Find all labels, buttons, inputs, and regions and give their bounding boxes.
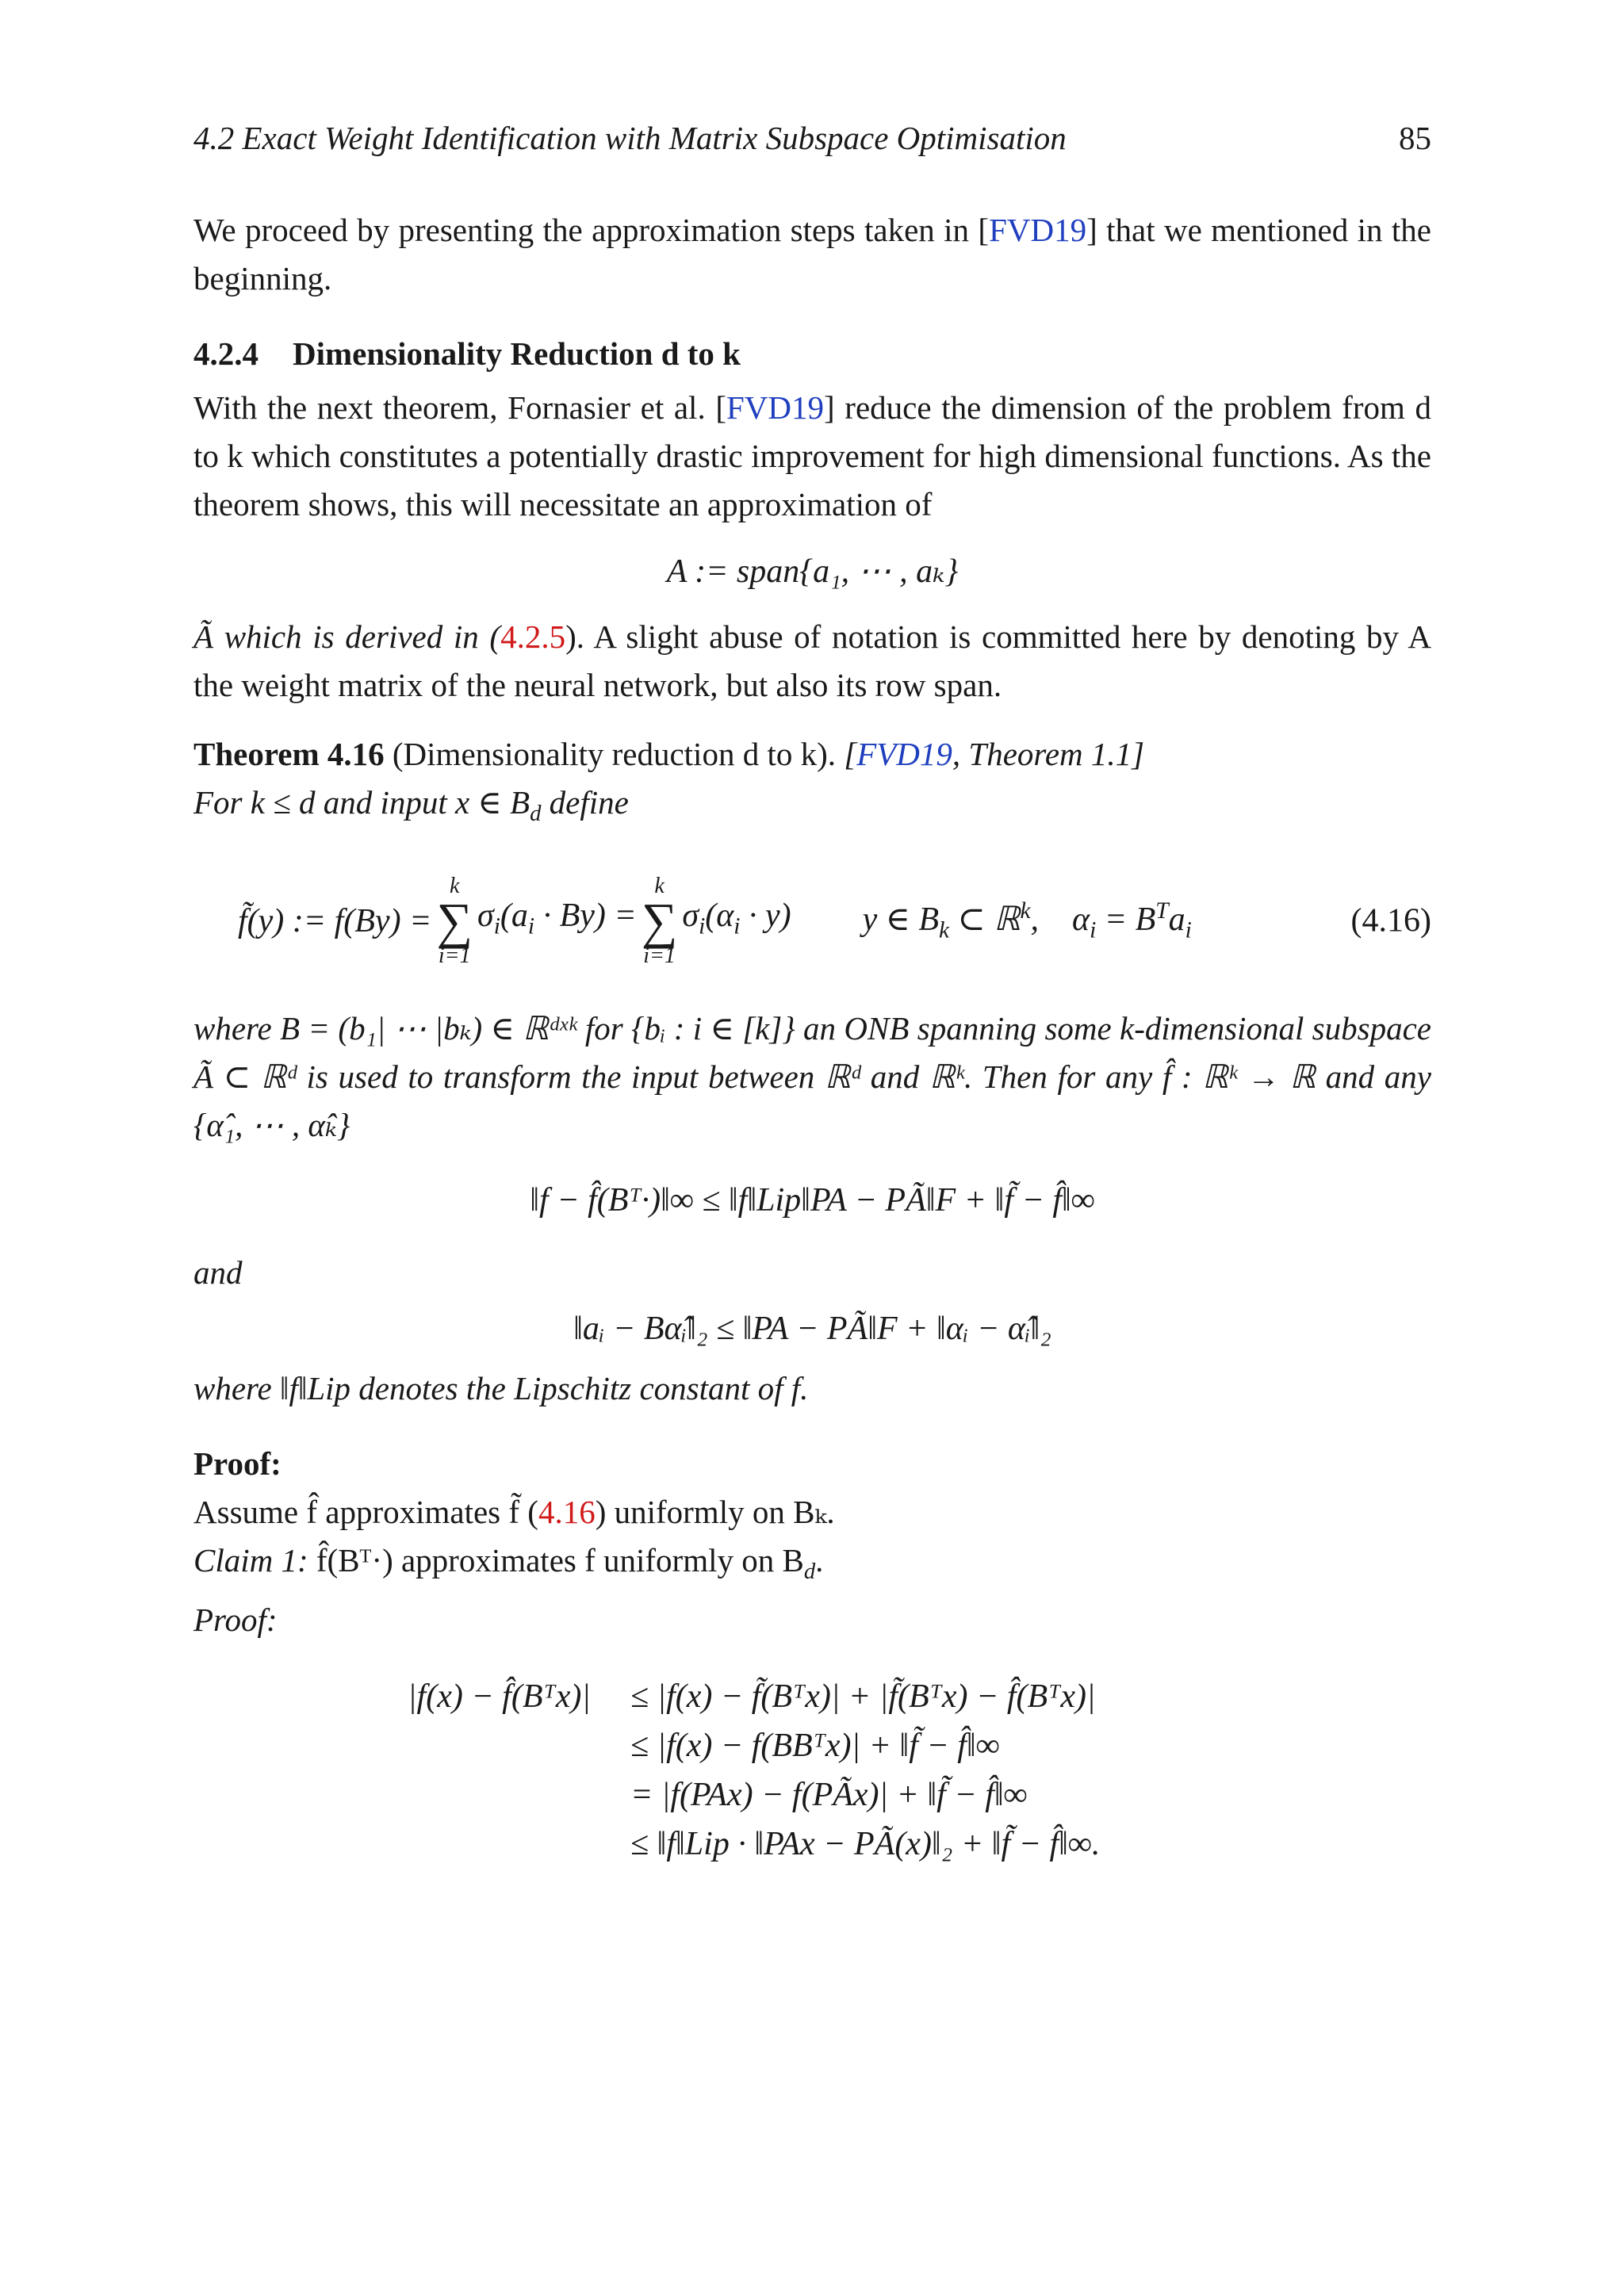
sum-symbol: k ∑ i=1 <box>641 874 678 969</box>
derivation-rhs: ≤ |f(x) − f(BBᵀx)| + ‖f̃ − f̂‖∞ <box>630 1728 1000 1765</box>
sum-symbol: k ∑ i=1 <box>436 874 473 969</box>
section-title: Dimensionality Reduction d to k <box>293 335 741 372</box>
theorem-where-text: where B = (b₁| ⋯ |bₖ) ∈ ℝᵈˣᵏ for {bᵢ : i ∈ [k]} an ONB spanning some k-dimensional subspace Ã ⊂ ℝᵈ is used to transform the input between ℝᵈ and ℝᵏ. Then for any f̂ : ℝᵏ → ℝ and any {α̂₁, ⋯ , α̂ₖ} <box>193 1010 1431 1144</box>
proof-assume <box>193 1488 1431 1536</box>
derivation-row <box>193 1722 1431 1771</box>
citation-link-fvd19[interactable]: FVD19 <box>726 389 825 426</box>
proof-label: Proof: <box>193 1445 282 1483</box>
page-number: 85 <box>1399 120 1431 156</box>
derivation-row <box>193 1820 1431 1869</box>
equation-number: (4.16) <box>1350 902 1431 939</box>
section-number: 4.2.4 <box>193 335 259 372</box>
section-heading <box>193 335 1431 373</box>
section-link-4-2-5[interactable]: 4.2.5 <box>500 618 566 655</box>
proof-block <box>193 1440 1431 1869</box>
assume-text-2: ) uniformly on Bₖ. <box>595 1494 835 1531</box>
paragraph-2 <box>193 613 1431 710</box>
citation-link-fvd19[interactable]: FVD19 <box>856 736 952 772</box>
theorem-and: and <box>193 1254 243 1292</box>
inequality-2: ‖aᵢ − Bα̂ᵢ‖₂ ≤ ‖PA − PÃ‖F + ‖αᵢ − α̂ᵢ‖₂ <box>573 1311 1051 1348</box>
derivation-rhs: = |f(PAx) − f(PÃx)| + ‖f̃ − f̂‖∞ <box>630 1777 1028 1814</box>
theorem-line2-sub: d <box>530 801 542 827</box>
derivation-lhs: |f(x) − f̂(Bᵀx)| <box>408 1678 591 1716</box>
theorem-name: (Dimensionality reduction d to k). <box>392 736 836 772</box>
intro-text-2: ] that we mentioned in the beginning. <box>193 212 1431 297</box>
derivation-row <box>193 1673 1431 1722</box>
derivation-rhs: ≤ |f(x) − f̃(Bᵀx)| + |f̃(Bᵀx) − f̂(Bᵀx)| <box>630 1678 1096 1716</box>
theorem-line-2 <box>193 779 1431 838</box>
derivation-row <box>193 1771 1431 1820</box>
derivation-rhs: ≤ ‖f‖Lip · ‖PAx − PÃ(x)‖₂ + ‖f̃ − f̂‖∞. <box>630 1826 1101 1863</box>
claim-label: Claim 1: <box>193 1542 308 1579</box>
assume-text-1: Assume f̂ approximates f̃ ( <box>193 1494 538 1531</box>
theorem-block <box>193 730 1431 1413</box>
claim-sub: d <box>803 1559 816 1585</box>
theorem-lip-text: where ‖f‖Lip denotes the Lipschitz constant of f. <box>193 1370 809 1407</box>
theorem-cite-rest: , Theorem 1.1] <box>952 736 1145 772</box>
theorem-line2-text: For k ≤ d and input x ∈ B <box>193 784 530 821</box>
running-header <box>193 119 1431 174</box>
sub-proof-label: Proof: <box>193 1601 278 1639</box>
intro-text-1: We proceed by presenting the approximation steps taken in [ <box>193 212 990 248</box>
theorem-cite-open: [ <box>844 736 857 772</box>
para1-text-2: ] reduce the dimension of the problem from d to k which constitutes a potentially drastic improvement for high dimensional functions. As the theorem shows, this will necessitate an approximation of <box>193 389 1431 522</box>
para1-text-1: With the next theorem, Fornasier et al. [ <box>193 389 726 426</box>
paragraph-1 <box>193 384 1431 529</box>
equation-link-4-16[interactable]: 4.16 <box>538 1494 596 1531</box>
equation-span: A := span{a₁, ⋯ , aₖ} <box>666 553 959 590</box>
page <box>193 119 1431 1869</box>
para2-text-1: Ã which is derived in ( <box>193 618 501 655</box>
citation-link-fvd19[interactable]: FVD19 <box>989 212 1087 248</box>
para2-text-2: ). A slight abuse of notation is committed here by denoting by A the weight matrix of the neural network, but also its row span. <box>193 618 1432 703</box>
theorem-line2-end: define <box>541 784 629 821</box>
aligned-derivation <box>193 1673 1431 1869</box>
claim-end: . <box>815 1542 824 1579</box>
intro-paragraph <box>193 206 1431 303</box>
equation-4-16 <box>193 862 1431 981</box>
claim-text: f̂(Bᵀ·) approximates f uniformly on B <box>308 1542 804 1579</box>
theorem-label: Theorem 4.16 <box>193 736 385 772</box>
inequality-1: ‖f − f̂(Bᵀ·)‖∞ ≤ ‖f‖Lip‖PA − PÃ‖F + ‖f̃ − f̂‖∞ <box>530 1182 1095 1219</box>
header-section-title: 4.2 Exact Weight Identification with Matrix Subspace Optimisation <box>193 120 1067 156</box>
theorem-heading <box>193 730 1431 779</box>
equation-4-16-body: f̃(y) := f(By) = k ∑ i=1 $\sigma_i(a_i \cdot By)$ = k ∑ i=1 $\sigma_i(\alpha_i \cdot y)$ y ∈ $B_k$ ⊂ ℝ$^k$, $\alpha_i = B^Ta_i$ <box>238 874 1192 969</box>
proof-claim-1 <box>193 1536 1431 1596</box>
